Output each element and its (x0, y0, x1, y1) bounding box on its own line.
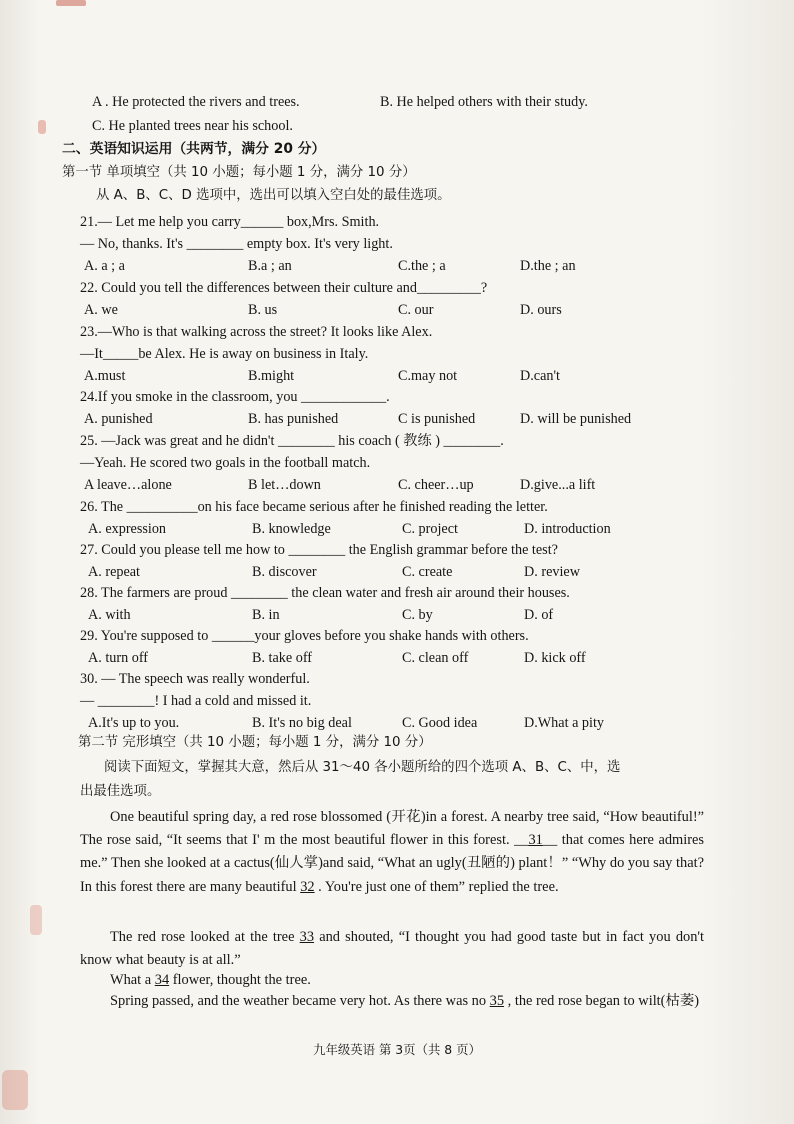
question-27-option-c: C. create (402, 564, 453, 580)
question-23-option-b: B.might (248, 368, 295, 384)
question-23-option-d: D.can't (520, 368, 560, 384)
question-21-option-b: B.a ; an (248, 258, 292, 274)
ink-mark (56, 0, 86, 6)
passage-paragraph (80, 926, 704, 972)
question-21-stem: — No, thanks. It's ________ empty box. It's very light. (80, 236, 393, 252)
cloze-blank-33: 33 (299, 929, 315, 945)
question-26-option-a: A. expression (88, 521, 167, 537)
page-footer: 九年级英语 第 3页（共 8 页） (313, 1042, 481, 1057)
question-24-option-c: C is punished (398, 411, 476, 427)
question-21-option-d: D.the ; an (520, 258, 576, 274)
question-29-option-d: D. kick off (524, 650, 586, 666)
question-25-stem: 25. —Jack was great and he didn't ________ his coach ( 教练 ) ________. (80, 433, 504, 449)
question-30-stem: — ________! I had a cold and missed it. (80, 693, 312, 709)
question-29-option-c: C. clean off (402, 650, 469, 666)
question-27-option-b: B. discover (252, 564, 317, 580)
question-21-option-c: C.the ; a (398, 258, 446, 274)
question-30-option-b: B. It's no big deal (252, 715, 352, 731)
passage-text: One beautiful spring day, a red rose blossomed (开花)in a forest. A nearby tree said, “How beautiful!” The rose said, “It seems that I' m the most beautiful flower in this forest. __ (80, 809, 704, 849)
prev-option-c: C. He planted trees near his school. (92, 118, 293, 134)
question-27-option-a: A. repeat (88, 564, 140, 580)
question-28-option-a: A. with (88, 607, 131, 623)
question-25-option-c: C. cheer…up (398, 477, 474, 493)
question-22-option-b: B. us (248, 302, 278, 318)
question-25-stem: —Yeah. He scored two goals in the football match. (80, 455, 371, 471)
question-24-option-b: B. has punished (248, 411, 339, 427)
question-21-stem: 21.— Let me help you carry______ box,Mrs. Smith. (80, 214, 380, 230)
prev-option-b: B. He helped others with their study. (380, 94, 588, 110)
question-30-stem: 30. — The speech was really wonderful. (80, 671, 310, 687)
question-26-option-c: C. project (402, 521, 458, 537)
question-24-stem: 24.If you smoke in the classroom, you ____________. (80, 389, 390, 405)
passage-text: flower, thought the tree. (169, 972, 311, 988)
question-25-option-d: D.give...a lift (520, 477, 596, 493)
question-28-option-b: B. in (252, 607, 280, 623)
cloze-blank-32: 32 (300, 878, 315, 895)
passage-text: , the red rose began to wilt(枯萎) (504, 993, 700, 1009)
passage-text: The red rose looked at the tree (110, 929, 300, 945)
ink-mark (30, 905, 42, 935)
question-28-stem: 28. The farmers are proud ________ the clean water and fresh air around their houses. (80, 585, 570, 601)
question-27-stem: 27. Could you please tell me how to ________ the English grammar before the test? (80, 542, 558, 558)
part2-instructions-cont: 出最佳选项。 (80, 784, 161, 799)
question-26-option-d: D. introduction (524, 521, 611, 537)
question-23-stem: —It_____be Alex. He is away on business in Italy. (80, 346, 369, 362)
question-26-stem: 26. The __________on his face became serious after he finished reading the letter. (80, 499, 548, 515)
question-23-option-a: A.must (84, 368, 126, 384)
question-25-option-a: A leave…alone (84, 477, 172, 493)
part2-title: 第二节 完形填空（共 10 小题；每小题 1 分，满分 10 分） (78, 735, 432, 750)
question-27-option-d: D. review (524, 564, 580, 580)
question-28-option-c: C. by (402, 607, 433, 623)
question-26-option-b: B. knowledge (252, 521, 331, 537)
question-30-option-c: C. Good idea (402, 715, 478, 731)
question-23-stem: 23.—Who is that walking across the street? It looks like Alex. (80, 324, 433, 340)
question-24-option-a: A. punished (84, 411, 153, 427)
question-30-option-a: A.It's up to you. (88, 715, 180, 731)
question-25-option-b: B let…down (248, 477, 321, 493)
question-24-option-d: D. will be punished (520, 411, 632, 427)
question-22-stem: 22. Could you tell the differences between their culture and_________? (80, 280, 488, 296)
question-30-option-d: D.What a pity (524, 715, 604, 731)
cloze-blank-35: 35 (489, 993, 505, 1009)
passage-text: Spring passed, and the weather became very hot. As there was no (110, 993, 490, 1009)
question-29-option-a: A. turn off (88, 650, 149, 666)
passage-paragraph (80, 990, 704, 1013)
ink-mark (38, 120, 46, 134)
passage-text: What a (110, 972, 155, 988)
question-22-option-a: A. we (84, 302, 118, 318)
question-21-option-a: A. a ; a (84, 258, 125, 274)
passage-text: __ that comes here admires me.” Then she looked at a cactus(仙人掌)and said, “What an ugly(丑陋的) plant！” “Why do you say that? In this forest there are many beautiful (80, 832, 704, 895)
section-title: 二、英语知识运用（共两节，满分 20 分） (62, 141, 326, 157)
question-29-stem: 29. You're supposed to ______your gloves before you shake hands with others. (80, 628, 529, 644)
part1-title: 第一节 单项填空（共 10 小题；每小题 1 分，满分 10 分） (62, 165, 416, 180)
part2-instructions: 阅读下面短文，掌握其大意，然后从 31～40 各小题所给的四个选项 A、B、C、中，选 (104, 760, 621, 775)
passage-text: . You're just one of them” replied the tree. (314, 878, 559, 895)
cloze-blank-34: 34 (154, 972, 170, 988)
question-28-option-d: D. of (524, 607, 554, 623)
passage-text: and shouted, “I thought you had good taste but in fact you don't know what beauty is at all.” (80, 929, 704, 969)
cloze-blank-31: 31 (528, 832, 543, 849)
prev-option-a: A . He protected the rivers and trees. (92, 94, 300, 110)
question-22-option-d: D. ours (520, 302, 562, 318)
passage-paragraph (80, 806, 704, 899)
question-22-option-c: C. our (398, 302, 434, 318)
passage-paragraph (80, 969, 704, 992)
question-29-option-b: B. take off (252, 650, 313, 666)
question-23-option-c: C.may not (398, 368, 458, 384)
ink-mark (2, 1070, 28, 1110)
part1-instructions: 从 A、B、C、D 选项中，选出可以填入空白处的最佳选项。 (96, 188, 451, 203)
